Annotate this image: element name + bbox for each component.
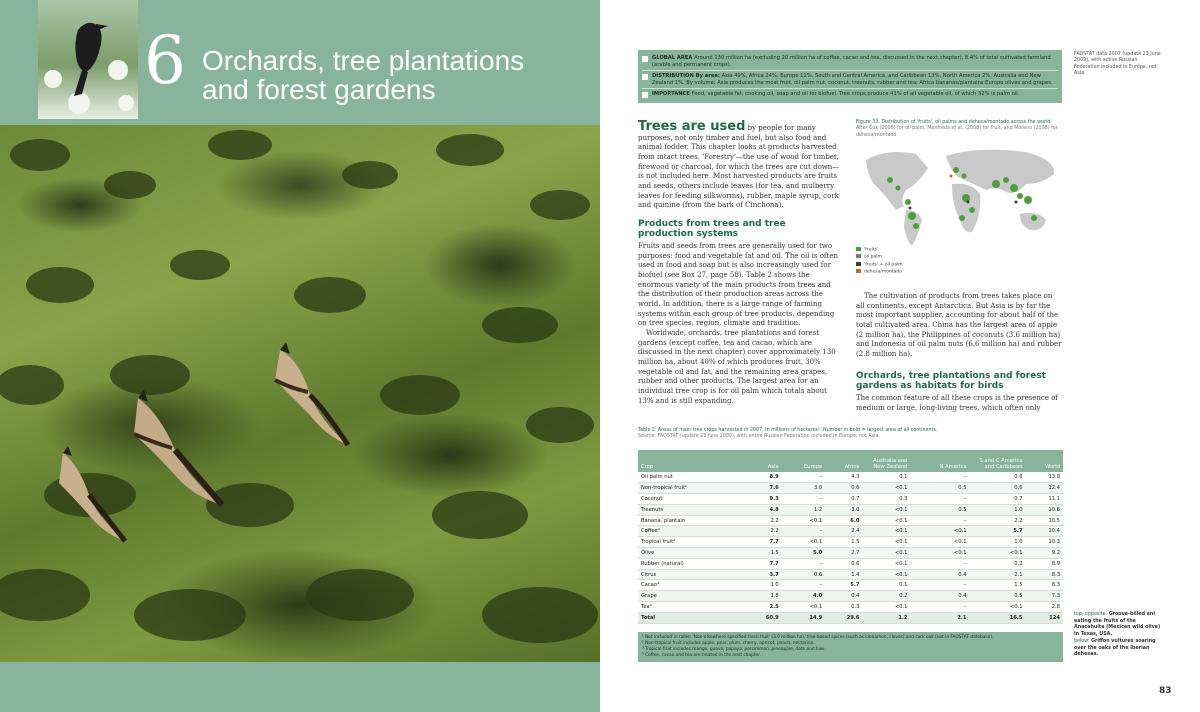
crop-name-cell: Grape	[638, 591, 748, 602]
area-cell: 2.4	[825, 526, 862, 537]
table-footnotes: ¹ Not included in table: 'Non-elsewhere specified fresh fruit' (3.9 million ha), tree-based spices (such as cinnamon, cloves) and cork oak (not in FAOSTAT database). ² Non-tropical fruit includes apple, pear, plum, cherry, apricot, peach, nectarine. ³ Tropical fruit includes mango, guava, papaya, persimmon, pineapple, date and kiwi. ⁴ Coffee, cacao and tea are treated in the next chapter.	[638, 632, 1063, 662]
bird-silhouette-icon	[38, 0, 138, 119]
legend-item: 'fruits'	[856, 247, 903, 254]
area-cell: 16.5	[970, 612, 1026, 623]
legend-item: dehesa/montado	[856, 269, 903, 276]
area-cell: 2.5	[748, 602, 782, 613]
area-cell: 124	[1026, 612, 1063, 623]
area-cell: 2.2	[970, 515, 1026, 526]
section-heading-products: Products from trees and tree production systems	[638, 219, 786, 239]
vulture-icon	[130, 390, 230, 510]
info-importance: IMPORTANCE Food, vegetable fat, cooking oil, soap and oil for biofuel. Tree crops produce 41% of all vegetable oil, of which 32% is palm oil.	[642, 90, 1058, 99]
table-row	[638, 504, 1063, 515]
area-cell: 0.1	[862, 580, 910, 591]
area-cell: <0.1	[862, 504, 910, 515]
area-cell: 0.7	[825, 494, 862, 505]
table-row	[638, 483, 1063, 494]
crop-name-cell: Tropical fruit³	[638, 537, 748, 548]
area-cell: 0.5	[970, 591, 1026, 602]
area-cell: –	[910, 580, 969, 591]
area-cell: 0.4	[825, 591, 862, 602]
area-cell: 60.9	[748, 612, 782, 623]
area-cell: 3.7	[748, 569, 782, 580]
area-cell: <0.1	[782, 602, 825, 613]
bullet-square-icon	[642, 92, 648, 98]
area-cell: 0.7	[970, 494, 1026, 505]
area-cell: <0.1	[970, 548, 1026, 559]
map-legend	[856, 247, 903, 276]
area-cell: –	[910, 494, 969, 505]
area-cell: 4.0	[782, 591, 825, 602]
info-global-area: GLOBAL AREA Around 130 million ha (excluding 20 million ha of coffee, cacao and tea, discussed in the next chapter), 8.4% of total cultivated farmland (arable and permanent crops).	[642, 54, 1058, 71]
crop-name-cell: Banana, plantain	[638, 515, 748, 526]
table-row	[638, 558, 1063, 569]
area-cell: <0.1	[862, 548, 910, 559]
area-cell: 10.5	[1026, 515, 1063, 526]
area-cell: <0.1	[782, 515, 825, 526]
area-cell: 1.5	[970, 580, 1026, 591]
col-header: World	[1026, 450, 1063, 472]
crop-name-cell: Citrus	[638, 569, 748, 580]
area-cell: 1.4	[825, 569, 862, 580]
col-header: N America	[910, 450, 969, 472]
area-cell: 9.3	[748, 494, 782, 505]
area-cell: –	[910, 602, 969, 613]
area-cell: 5.7	[970, 526, 1026, 537]
table-row	[638, 537, 1063, 548]
area-cell: 1.5	[748, 548, 782, 559]
dehesa-landscape-photo	[0, 125, 600, 662]
area-cell: 0.6	[970, 483, 1026, 494]
table-row	[638, 602, 1063, 613]
area-cell: 0.3	[825, 602, 862, 613]
area-cell: 8.9	[748, 472, 782, 483]
area-cell: <0.1	[862, 569, 910, 580]
area-cell: 1.0	[748, 580, 782, 591]
crop-name-cell: Coffee⁴	[638, 526, 748, 537]
table-caption: Table 2. Areas of main tree crops harvested in 2007, in millions of hectares¹. Number in bold = largest area of all continents. Source: FAOSTAT (update 23 June 2009), with entire Russian Federation included in Europe, not Asia.	[638, 428, 938, 440]
col-header: Africa	[825, 450, 862, 472]
area-cell: 0.1	[862, 472, 910, 483]
area-cell: 9.2	[1026, 548, 1063, 559]
area-cell: 3.0	[825, 504, 862, 515]
area-cell: 2.2	[748, 515, 782, 526]
chapter-title-line1: Orchards, tree plantations	[202, 45, 525, 76]
col-header: Australia and New Zealand	[862, 450, 910, 472]
area-cell: –	[782, 472, 825, 483]
area-cell: 1.0	[970, 537, 1026, 548]
col-header: Europe	[782, 450, 825, 472]
area-cell: 12.4	[1026, 483, 1063, 494]
col-header: Crop	[638, 450, 748, 472]
area-cell: 1.2	[862, 612, 910, 623]
area-cell: 10.4	[1026, 526, 1063, 537]
crop-name-cell: Cacao⁴	[638, 580, 748, 591]
area-cell: 0.4	[910, 569, 969, 580]
table-row	[638, 472, 1063, 483]
area-cell: 8.9	[1026, 558, 1063, 569]
area-cell: 4.3	[825, 472, 862, 483]
area-cell: <0.1	[862, 602, 910, 613]
summary-info-box	[638, 50, 1062, 103]
table-row	[638, 612, 1063, 623]
area-cell: 0.5	[910, 483, 969, 494]
area-cell: 10.3	[1026, 537, 1063, 548]
area-cell: 0.6	[825, 558, 862, 569]
area-cell: 0.6	[825, 483, 862, 494]
area-cell: –	[782, 526, 825, 537]
area-cell: –	[910, 558, 969, 569]
section-heading-habitats: Orchards, tree plantations and forest gardens as habitats for birds	[856, 371, 1046, 391]
area-cell: 7.3	[1026, 591, 1063, 602]
table-row	[638, 515, 1063, 526]
chapter-header	[0, 0, 600, 122]
crop-name-cell: Olive	[638, 548, 748, 559]
area-cell: 2.1	[910, 612, 969, 623]
col-header: S and C America and Caribbean	[970, 450, 1026, 472]
area-cell: 0.4	[910, 591, 969, 602]
table-row	[638, 548, 1063, 559]
area-cell: 7.7	[748, 537, 782, 548]
habitats-text: The common feature of all these crops is the presence of medium or large, long-living trees, which often only	[856, 394, 1059, 412]
left-footer-band	[0, 664, 600, 712]
col-header: Asia	[748, 450, 782, 472]
area-cell: –	[910, 515, 969, 526]
area-cell: 0.6	[970, 472, 1026, 483]
area-cell: 29.6	[825, 612, 862, 623]
area-cell: 13.9	[1026, 472, 1063, 483]
area-cell: <0.1	[910, 526, 969, 537]
area-cell: 10.6	[1026, 504, 1063, 515]
chapter-title-line2: and forest gardens	[202, 74, 436, 106]
crop-name-cell: Non-tropical fruit²	[638, 483, 748, 494]
area-cell: <0.1	[910, 548, 969, 559]
tree-crops-table	[638, 450, 1063, 624]
area-cell: 1.2	[782, 504, 825, 515]
vulture-icon	[55, 445, 130, 545]
chapter-number: 6	[144, 22, 186, 99]
area-cell: <0.1	[862, 526, 910, 537]
area-cell: 1.8	[748, 591, 782, 602]
table-row	[638, 494, 1063, 505]
bullet-square-icon	[642, 56, 648, 62]
area-cell: 8.3	[1026, 569, 1063, 580]
area-cell: 6.0	[825, 515, 862, 526]
area-cell: 2.2	[748, 526, 782, 537]
photo-caption: top, opposite: Groove-billed ani eating the fruits of the Anacahuita (Mexican wild olive) in Texas, USA. below: Griffon vultures soaring over the oaks of the Iberian dehesas.	[1074, 612, 1161, 658]
area-cell: 2.1	[970, 569, 1026, 580]
area-cell: 1.0	[970, 504, 1026, 515]
table-row	[638, 569, 1063, 580]
world-distribution-map	[856, 140, 1064, 250]
area-cell: <0.1	[782, 537, 825, 548]
faostat-side-note: FAOSTAT data 2007 (update 23 June 2009), with active Russian Federation included in Europe, not Asia.	[1074, 52, 1161, 77]
crop-name-cell: Rubber (natural)	[638, 558, 748, 569]
area-cell: <0.1	[862, 515, 910, 526]
area-cell: –	[782, 558, 825, 569]
area-cell: 1.5	[825, 537, 862, 548]
table-row	[638, 591, 1063, 602]
area-cell: 8.3	[1026, 580, 1063, 591]
area-cell: 3.0	[782, 483, 825, 494]
cultivation-text: The cultivation of products from trees takes place on all continents, except Antarctica. But Asia is by far the most important supplier, accounting for about half of the total cultivated area. China has the largest area of apple (2 million ha), the Philippines of coconuts (3.6 million ha) and Indonesia of oil palm nuts (6.6 million ha) and rubber (2.8 million ha).	[856, 292, 1062, 358]
bullet-square-icon	[642, 74, 648, 80]
area-cell: –	[910, 472, 969, 483]
table-header-row	[638, 450, 1063, 472]
page-number: 83	[1159, 686, 1172, 696]
area-cell: 0.2	[862, 591, 910, 602]
info-distribution: DISTRIBUTION By area: Asia 49%, Africa 24%, Europe 11%, South and Central America, and Caribbean 13%, North America 2%, Australia and New Zealand 1%. By volume: Asia produces the most fruit, oil palm nut, coconut, treenuts, rubber and tea; Africa bananas/plantains Europe olives and grapes.	[642, 72, 1058, 89]
area-cell: <0.1	[970, 602, 1026, 613]
table-row	[638, 580, 1063, 591]
intro-column	[638, 120, 842, 211]
crop-name-cell: Total	[638, 612, 748, 623]
area-cell: –	[782, 494, 825, 505]
area-cell: 11.1	[1026, 494, 1063, 505]
vulture-icon	[270, 340, 355, 450]
area-cell: 2.8	[1026, 602, 1063, 613]
right-page	[600, 0, 1200, 712]
products-text: Fruits and seeds from trees are generally used for two purposes: food and vegetable fat and oil. The oil is often used in food and soap but is also increasingly used for biofuel (see Box 27, page 58). Table 2 shows the enormous variety of the main products from trees and the distribution of their production areas across the world. In addition, there is a large range of farming systems within each group of tree products, depending on tree species, region, climate and tradition. Worldwide, orchards, tree plantations and forest gardens (except coffee, tea and cacao, which are discussed in the next chapter) cover approximately 130 million ha, about 40% of which produces fruit, 30% vegetable oil and fat, and the remaining area grapes, rubber and other products. The largest area for an individual tree crop is for oil palm which totals about 13% and is still expanding.	[638, 242, 838, 405]
area-cell: 5.0	[782, 548, 825, 559]
area-cell: 0.2	[970, 558, 1026, 569]
area-cell: –	[782, 580, 825, 591]
area-cell: <0.1	[862, 537, 910, 548]
crop-name-cell: Treenuts	[638, 504, 748, 515]
area-cell: 5.7	[825, 580, 862, 591]
area-cell: 7.6	[748, 483, 782, 494]
figure-caption: Figure 33. Distribution of 'fruits', oil palms and dehesa/montado across the world. After Cox (2006) for oil palm, Monfreda et al. (2008) for fruit, and Moreno (2008) for dehesa/montado	[856, 120, 1058, 138]
legend-item: 'fruits' + oil palm	[856, 262, 903, 269]
area-cell: 0.3	[862, 494, 910, 505]
area-cell: 0.6	[782, 569, 825, 580]
area-cell: <0.1	[910, 537, 969, 548]
crop-name-cell: Oil palm nut	[638, 472, 748, 483]
crop-name-cell: Tea⁴	[638, 602, 748, 613]
area-cell: 7.7	[748, 558, 782, 569]
area-cell: 2.7	[825, 548, 862, 559]
intro-paragraph: Trees are used by people for many purposes, not only timber and fuel, but also food and animal fodder. This chapter looks at products harvested from intact trees. 'Forestry'—the use of wood for timber, firewood or charcoal, for which the trees are cut down—is not included here. Most harvested products are fruits and seeds, others include leaves (for tea, and mulberry leaves for feeding silkworms), rubber, maple syrup, cork and quinine (from the bark of Cinchona).	[638, 119, 840, 210]
area-cell: 14.9	[782, 612, 825, 623]
chapter-title	[202, 46, 524, 105]
legend-item: oil palm	[856, 254, 903, 261]
area-cell: 4.8	[748, 504, 782, 515]
table-row	[638, 526, 1063, 537]
area-cell: <0.1	[862, 558, 910, 569]
ani-bird-photo	[38, 0, 138, 119]
crop-name-cell: Coconut	[638, 494, 748, 505]
area-cell: <0.1	[862, 483, 910, 494]
area-cell: 0.5	[910, 504, 969, 515]
